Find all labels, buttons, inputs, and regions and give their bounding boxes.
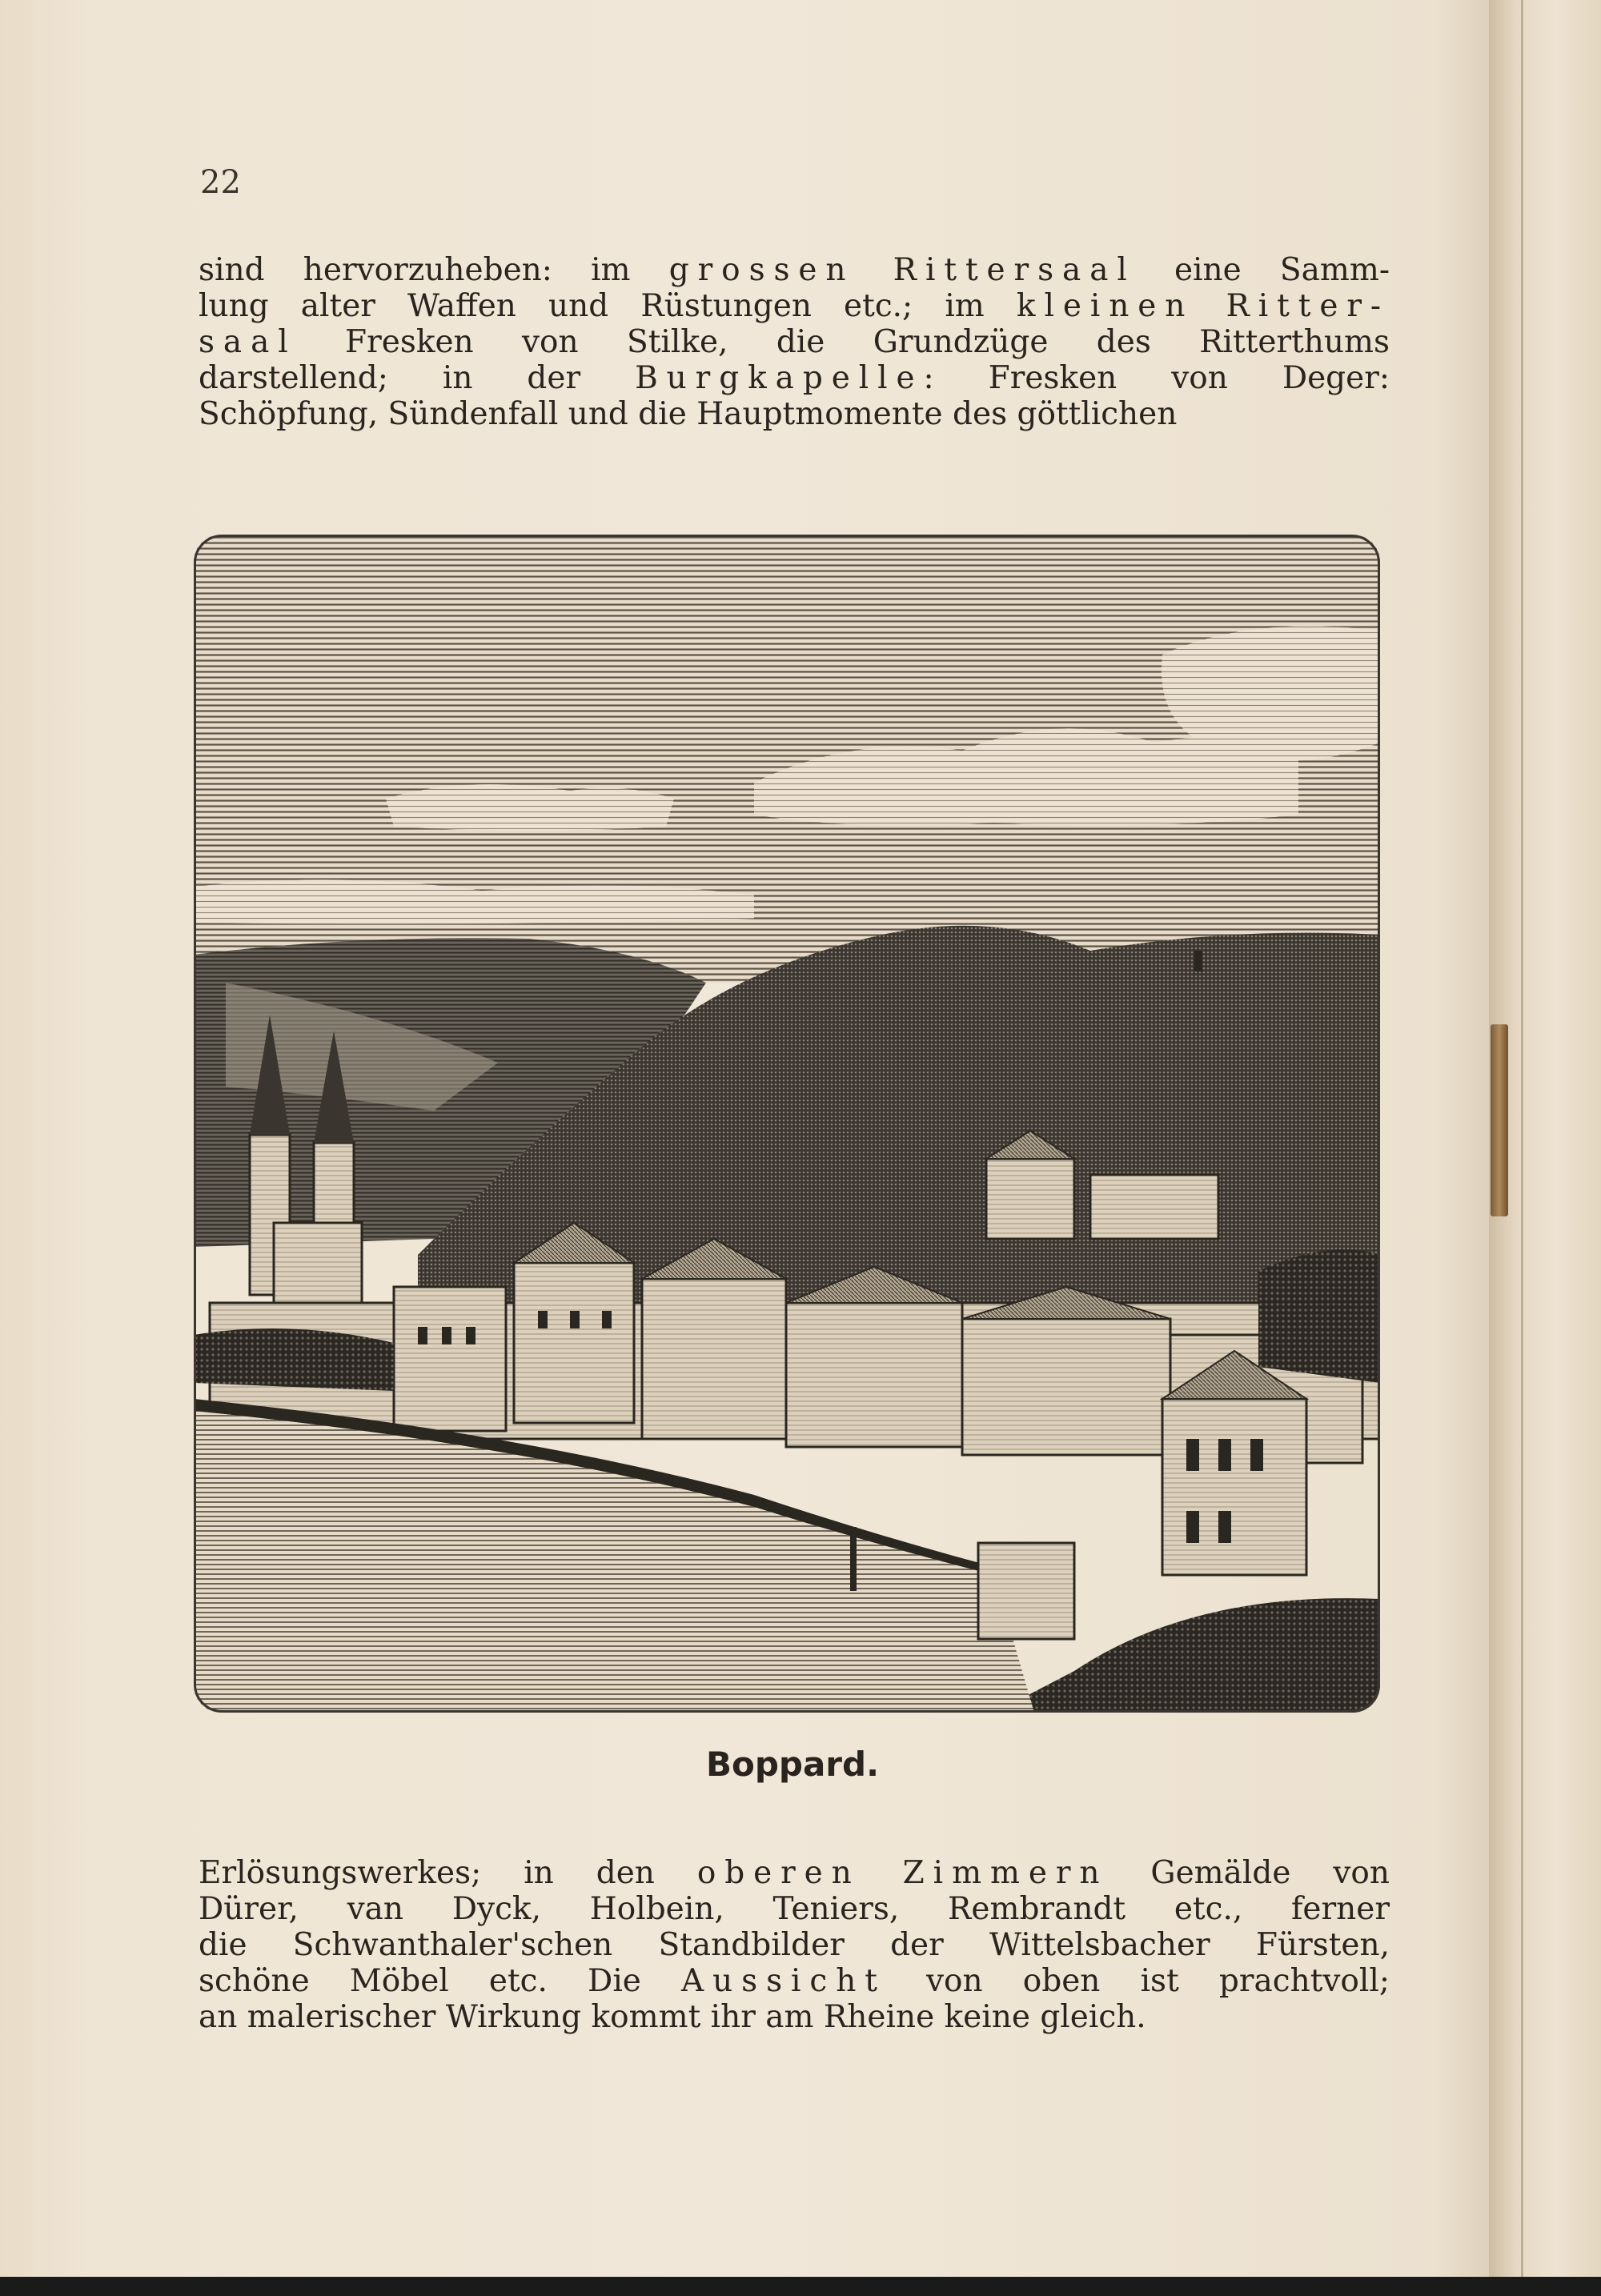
- text-run: : Fresken von Deger:: [923, 360, 1390, 396]
- text-line: [199, 1891, 1390, 1927]
- text-run: darstellend; in der: [199, 360, 636, 396]
- paragraph-bottom: [199, 1855, 1390, 2035]
- text-line: [199, 324, 1390, 360]
- text-run: sind hervorzuheben: im: [199, 252, 669, 288]
- text-run: Erlösungswerkes; in den: [199, 1855, 697, 1891]
- text-run: [1194, 288, 1226, 324]
- emphasized-word: Zimmern: [902, 1855, 1109, 1891]
- page-number: 22: [200, 164, 241, 201]
- text-line: [199, 1855, 1390, 1891]
- text-line: [199, 396, 1390, 432]
- text-line: [199, 252, 1390, 288]
- text-run: Fresken von Stilke, die Grundzüge des Ritterthums: [296, 324, 1390, 360]
- text-run: schöne Möbel etc. Die: [199, 1963, 682, 1999]
- text-line: [199, 1999, 1390, 2035]
- gutter-edge: [1521, 0, 1523, 2296]
- text-line: [199, 1963, 1390, 1999]
- text-run: Dürer, van Dyck, Holbein, Teniers, Rembrandt etc., ferner: [199, 1891, 1390, 1927]
- text-run: von oben ist prachtvoll;: [885, 1963, 1390, 1999]
- emphasized-word: grossen: [668, 252, 855, 288]
- text-line: [199, 288, 1390, 324]
- boppard-engraving: [194, 535, 1380, 1713]
- text-run: an malerischer Wirkung kommt ihr am Rheine keine gleich.: [199, 1999, 1146, 2035]
- emphasized-word: Aussicht: [681, 1963, 886, 1999]
- text-run: lung alter Waffen und Rüstungen etc.; im: [199, 288, 1017, 324]
- text-run: eine Samm-: [1135, 252, 1390, 288]
- figure-caption: [0, 1745, 1601, 1784]
- bottom-shadow: [0, 2277, 1601, 2296]
- text-run: Schöpfung, Sündenfall und die Hauptmomente des göttlichen: [199, 396, 1178, 432]
- text-run: die Schwanthaler'schen Standbilder der Wittelsbacher Fürsten,: [199, 1927, 1390, 1963]
- emphasized-word: Ritter-: [1226, 288, 1390, 324]
- binding-tab: [1491, 1024, 1508, 1216]
- paragraph-top: [199, 252, 1390, 432]
- emphasized-word: saal: [199, 324, 297, 360]
- caption-text: Boppard.: [705, 1745, 880, 1784]
- text-line: [199, 360, 1390, 396]
- emphasized-word: oberen: [696, 1855, 861, 1891]
- emphasized-word: kleinen: [1016, 288, 1194, 324]
- text-run: Gemälde von: [1108, 1855, 1390, 1891]
- text-run: [854, 252, 893, 288]
- emphasized-word: Burgkapelle: [635, 360, 924, 396]
- text-line: [199, 1927, 1390, 1963]
- text-run: [861, 1855, 903, 1891]
- emphasized-word: Rittersaal: [893, 252, 1136, 288]
